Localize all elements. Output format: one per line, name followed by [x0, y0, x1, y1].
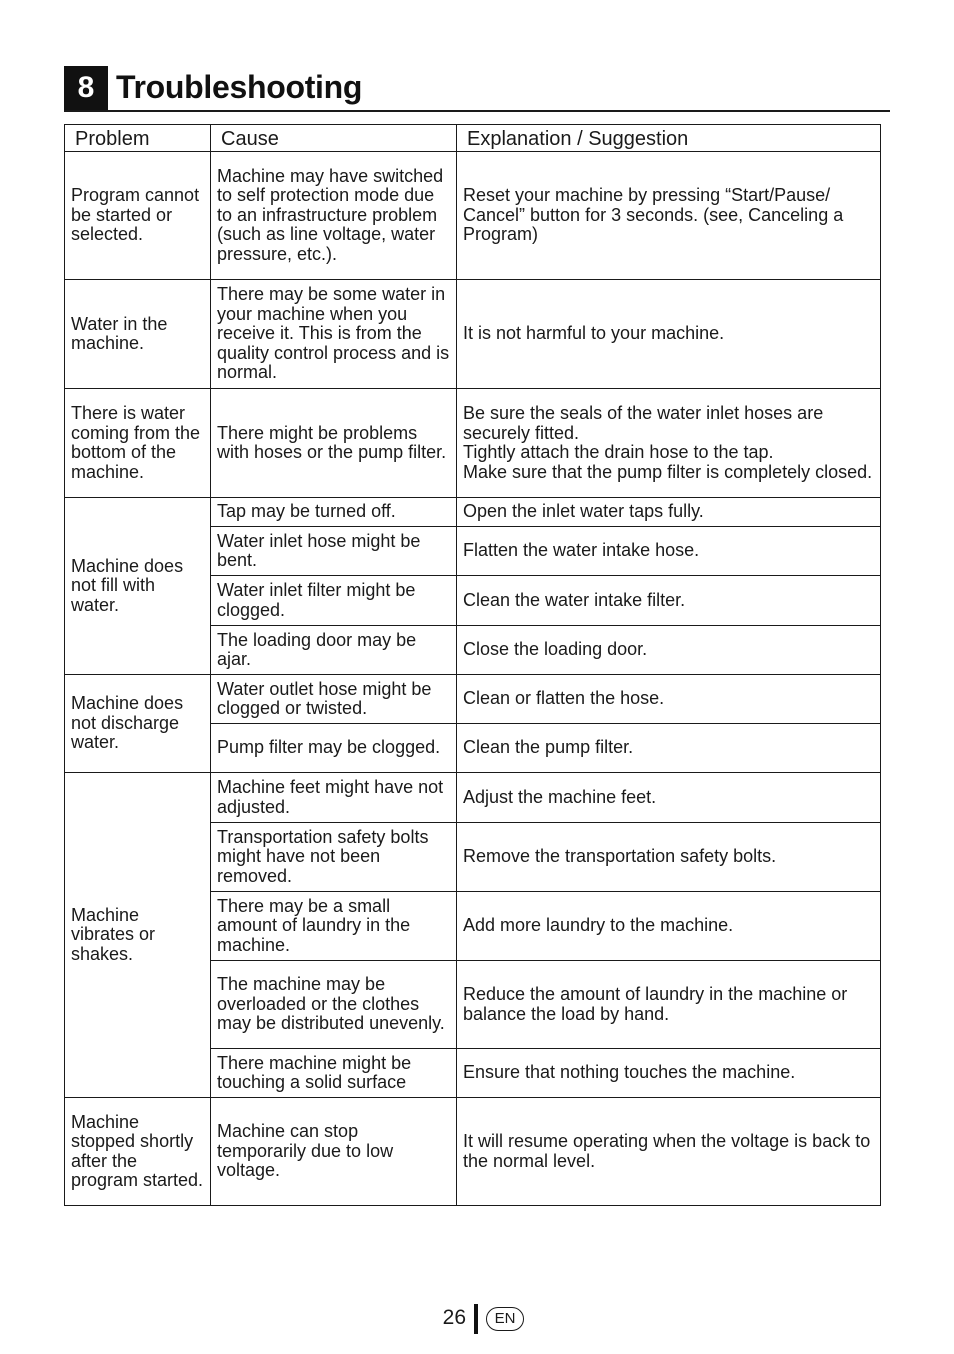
- section-header: [64, 66, 890, 112]
- table-row: [65, 389, 881, 498]
- page-title: Troubleshooting: [116, 69, 363, 105]
- suggestion-cell: Remove the transportation safety bolts.: [457, 823, 881, 892]
- suggestion-cell: Clean or flatten the hose.: [457, 675, 881, 724]
- problem-cell: Machine does not fill with water.: [65, 498, 211, 675]
- table-row: [65, 498, 881, 527]
- table-row: [65, 1098, 881, 1206]
- cause-cell: There machine might be touching a solid surface: [211, 1049, 457, 1098]
- cause-cell: Water inlet hose might be bent.: [211, 527, 457, 576]
- suggestion-cell: Adjust the machine feet.: [457, 773, 881, 823]
- table-row: [65, 675, 881, 724]
- problem-cell: Machine vibrates or shakes.: [65, 773, 211, 1098]
- cause-cell: Machine feet might have not adjusted.: [211, 773, 457, 823]
- cause-cell: The loading door may be ajar.: [211, 626, 457, 675]
- table-row: [65, 773, 881, 823]
- troubleshooting-table: [64, 124, 881, 1206]
- cause-cell: There may be a small amount of laundry in the machine.: [211, 892, 457, 961]
- cause-cell: Pump filter may be clogged.: [211, 724, 457, 773]
- suggestion-cell: Flatten the water intake hose.: [457, 527, 881, 576]
- cause-cell: Machine may have switched to self protection mode due to an infrastructure problem (such as line voltage, water pressure, etc.).: [211, 152, 457, 280]
- cause-cell: Water inlet filter might be clogged.: [211, 576, 457, 626]
- footer-divider: [474, 1304, 478, 1334]
- table-header-row: [65, 125, 881, 152]
- table-row: [65, 152, 881, 280]
- suggestion-cell: Reset your machine by pressing “Start/Pause/ Cancel” button for 3 seconds. (see, Canceling a Program): [457, 152, 881, 280]
- cause-cell: Water outlet hose might be clogged or twisted.: [211, 675, 457, 724]
- suggestion-cell: Clean the water intake filter.: [457, 576, 881, 626]
- language-badge: EN: [486, 1307, 524, 1331]
- header-suggestion: Explanation / Suggestion: [457, 125, 881, 152]
- table-row: [65, 280, 881, 389]
- problem-cell: Machine does not discharge water.: [65, 675, 211, 773]
- problem-cell: Machine stopped shortly after the program started.: [65, 1098, 211, 1206]
- page-number: 26: [442, 1306, 466, 1329]
- section-number: 8: [64, 66, 108, 110]
- cause-cell: Transportation safety bolts might have not been removed.: [211, 823, 457, 892]
- suggestion-cell: Clean the pump filter.: [457, 724, 881, 773]
- suggestion-cell: Open the inlet water taps fully.: [457, 498, 881, 527]
- header-cause: Cause: [211, 125, 457, 152]
- header-problem: Problem: [65, 125, 211, 152]
- suggestion-cell: It will resume operating when the voltage is back to the normal level.: [457, 1098, 881, 1206]
- cause-cell: The machine may be overloaded or the clothes may be distributed unevenly.: [211, 961, 457, 1049]
- cause-cell: There may be some water in your machine when you receive it. This is from the quality control process and is normal.: [211, 280, 457, 389]
- suggestion-cell: Ensure that nothing touches the machine.: [457, 1049, 881, 1098]
- cause-cell: There might be problems with hoses or the pump filter.: [211, 389, 457, 498]
- cause-cell: Machine can stop temporarily due to low voltage.: [211, 1098, 457, 1206]
- suggestion-cell: Close the loading door.: [457, 626, 881, 675]
- cause-cell: Tap may be turned off.: [211, 498, 457, 527]
- problem-cell: Water in the machine.: [65, 280, 211, 389]
- suggestion-cell: Be sure the seals of the water inlet hoses are securely fitted. Tightly attach the drain hose to the tap. Make sure that the pump filter is completely closed.: [457, 389, 881, 498]
- problem-cell: There is water coming from the bottom of the machine.: [65, 389, 211, 498]
- problem-cell: Program cannot be started or selected.: [65, 152, 211, 280]
- suggestion-cell: It is not harmful to your machine.: [457, 280, 881, 389]
- suggestion-cell: Reduce the amount of laundry in the machine or balance the load by hand.: [457, 961, 881, 1049]
- suggestion-cell: Add more laundry to the machine.: [457, 892, 881, 961]
